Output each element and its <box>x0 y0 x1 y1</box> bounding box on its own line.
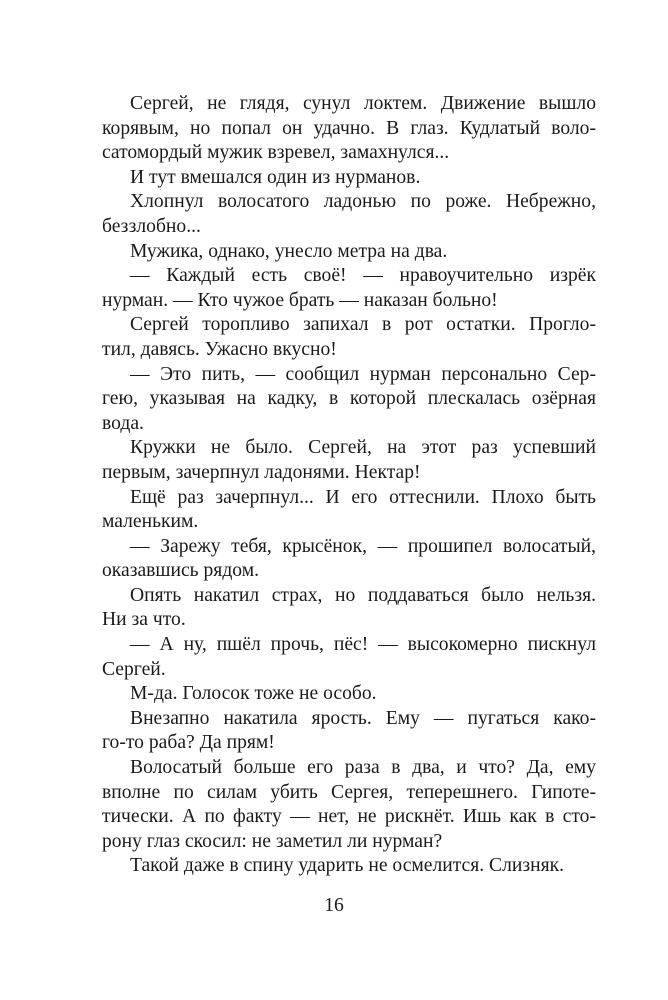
text-line: рону глаз скосил: не заметил ли нурман? <box>102 830 443 852</box>
text-line: гею, указывая на кадку, в которой плескалась озёрная <box>102 388 596 410</box>
text-line: М-да. Голосок тоже не особо. <box>130 683 377 705</box>
text-line: Ни за что. <box>102 609 186 631</box>
text-line: Сергей, не глядя, сунул локтем. Движение вышло <box>130 93 596 114</box>
text-line: нурман. — Кто чужое брать — наказан больно! <box>102 289 498 311</box>
text-line: Такой даже в спину ударить не осмелится. Слизняк. <box>130 855 565 877</box>
text-line: Волосатый больше его раза в два, и что? Да, ему <box>130 757 596 779</box>
text-line: корявым, но попал он удачно. В глаз. Кудлатый воло- <box>102 117 596 139</box>
text-line: Внезапно накатила ярость. Ему — пугаться како- <box>130 707 596 729</box>
text-line: Сергей. <box>102 658 166 680</box>
text-line: — Это пить, — сообщил нурман персонально Сер- <box>130 363 596 385</box>
text-line: вполне по силам убить Сергея, теперешнего. Гипоте- <box>102 781 596 803</box>
text-line: сатомордый мужик взревел, замахнулся... <box>102 142 450 164</box>
text-line: Опять накатил страх, но поддаваться было нельзя. <box>130 584 596 606</box>
page-number: 16 <box>324 895 344 916</box>
text-line: вода. <box>102 412 144 434</box>
text-line: го-то раба? Да прям! <box>102 732 275 754</box>
text-line: — А ну, пшёл прочь, пёс! — высокомерно пискнул <box>130 634 596 656</box>
text-line: Ещё раз зачерпнул... И его оттеснили. Плохо быть <box>130 486 596 508</box>
text-line: Сергей торопливо запихал в рот остатки. Прогло- <box>130 314 596 336</box>
text-line: — Зарежу тебя, крысёнок, — прошипел волосатый, <box>130 535 596 557</box>
text-line: маленьким. <box>102 511 199 533</box>
text-line: беззлобно... <box>102 215 201 237</box>
text-line: оказавшись рядом. <box>102 560 260 582</box>
text-line: Мужика, однако, унесло метра на два. <box>130 240 448 262</box>
body-text <box>102 92 596 879</box>
text-line: первым, зачерпнул ладонями. Нектар! <box>102 461 421 483</box>
text-line: тически. А по факту — нет, не рискнёт. Ишь как в сто- <box>102 806 596 828</box>
text-line: Кружки не было. Сергей, на этот раз успевший <box>130 437 596 459</box>
text-line: И тут вмешался один из нурманов. <box>130 166 421 188</box>
text-line: тил, давясь. Ужасно вкусно! <box>102 338 337 360</box>
text-line: — Каждый есть своё! — нравоучительно изрёк <box>130 265 596 287</box>
text-line: Хлопнул волосатого ладонью по роже. Небрежно, <box>130 191 596 213</box>
